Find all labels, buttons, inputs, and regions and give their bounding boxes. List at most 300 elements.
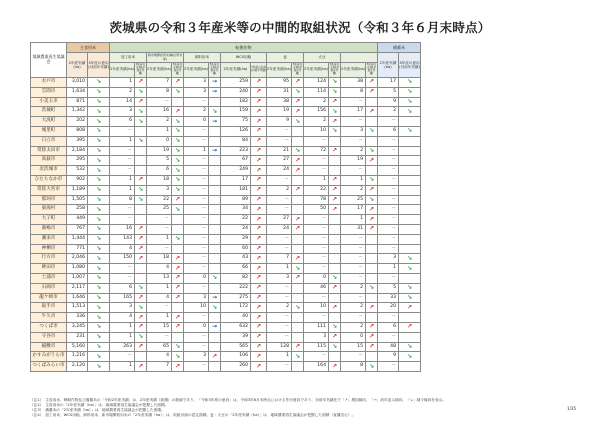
trend-up-icon: ↗ — [292, 215, 304, 225]
table-row — [31, 107, 421, 117]
row-area-name: かすみがうら市 — [31, 352, 67, 362]
trend-down-icon: ↘ — [88, 166, 110, 176]
trend-up-icon: ↗ — [251, 107, 267, 117]
table-cell: 1 — [110, 332, 135, 342]
trend-empty — [209, 332, 221, 342]
trend-up-icon: ↗ — [329, 283, 341, 293]
trend-empty — [292, 332, 304, 342]
trend-up-icon: ↗ — [251, 215, 267, 225]
table-row — [31, 156, 421, 166]
trend-up-icon: ↗ — [366, 156, 378, 166]
table-cell: 767 — [67, 224, 88, 234]
trend-up-icon: ↗ — [172, 195, 184, 205]
table-row — [31, 332, 421, 342]
table-cell: － — [378, 175, 399, 185]
row-area-name: 神栖市 — [31, 244, 67, 254]
status-table — [30, 42, 421, 372]
trend-down-icon: ↘ — [399, 97, 421, 107]
trend-empty — [172, 244, 184, 254]
trend-up-icon: ↗ — [251, 244, 267, 254]
row-area-name: 牛久市 — [31, 313, 67, 323]
trend-empty — [209, 264, 221, 274]
table-cell: 1 — [110, 322, 135, 332]
table-cell: 150 — [110, 254, 135, 264]
table-cell: 2 — [341, 283, 366, 293]
table-cell: 89 — [221, 195, 251, 205]
table-cell: 31 — [267, 87, 292, 97]
table-row — [31, 136, 421, 146]
row-area-name: 小美玉市 — [31, 97, 67, 107]
table-cell: 3 — [110, 303, 135, 313]
trend-up-icon: ↗ — [135, 293, 147, 303]
trend-empty — [329, 244, 341, 254]
trend-down-icon: ↘ — [88, 332, 110, 342]
table-cell: 8 — [147, 87, 172, 97]
trend-empty — [399, 156, 421, 166]
trend-down-icon: ↘ — [88, 97, 110, 107]
table-row — [31, 303, 421, 313]
trend-down-icon: ↘ — [88, 224, 110, 234]
trend-empty — [329, 215, 341, 225]
trend-empty — [172, 303, 184, 313]
table-cell: 1 — [147, 283, 172, 293]
trend-empty — [292, 313, 304, 323]
table-cell: 222 — [221, 283, 251, 293]
trend-empty — [135, 215, 147, 225]
conv-trend-header: 3年産の意向(対前年実績) — [366, 63, 378, 78]
table-cell: － — [184, 362, 209, 372]
conv-trend-header: 3年産の意向(対前年実績) — [292, 63, 304, 78]
table-cell: － — [184, 244, 209, 254]
table-cell: 15 — [341, 342, 366, 352]
table-cell: 21 — [267, 146, 292, 156]
crop-processing-header: 加工用米 — [110, 53, 147, 63]
table-cell: 449 — [67, 215, 88, 225]
table-cell: 156 — [304, 107, 329, 117]
table-cell: 2 — [267, 303, 292, 313]
table-cell: 17 — [378, 78, 399, 88]
table-cell: 7 — [147, 362, 172, 372]
trend-down-icon: ↘ — [366, 195, 378, 205]
table-cell: － — [110, 352, 135, 362]
table-cell: 1 — [147, 313, 172, 323]
conv-area-header: 2年産実績(ha) — [341, 63, 366, 78]
trend-down-icon: ↘ — [172, 352, 184, 362]
trend-up-icon: ↗ — [292, 97, 304, 107]
trend-up-icon: ↗ — [366, 322, 378, 332]
trend-down-icon: ↘ — [135, 332, 147, 342]
trend-flat-icon: → — [209, 146, 221, 156]
trend-down-icon: ↘ — [366, 126, 378, 136]
table-cell: 1 — [184, 146, 209, 156]
row-area-name: 城里町 — [31, 126, 67, 136]
trend-down-icon: ↘ — [292, 87, 304, 97]
table-cell: 2,120 — [67, 362, 88, 372]
table-cell: － — [341, 136, 366, 146]
table-cell: 14 — [110, 97, 135, 107]
row-area-name: 常陸大宮市 — [31, 185, 67, 195]
crop-soybean-header: 大豆 — [304, 53, 341, 63]
row-area-name: つくば市 — [31, 322, 67, 332]
trend-down-icon: ↘ — [88, 362, 110, 372]
trend-down-icon: ↘ — [399, 342, 421, 352]
trend-empty — [399, 224, 421, 234]
table-cell: 106 — [221, 352, 251, 362]
table-row — [31, 313, 421, 323]
trend-empty — [329, 313, 341, 323]
row-area-name: 土浦市 — [31, 273, 67, 283]
table-cell: 15 — [147, 322, 172, 332]
trend-down-icon: ↘ — [172, 146, 184, 156]
table-cell: 3 — [184, 78, 209, 88]
trend-up-icon: ↗ — [366, 205, 378, 215]
footnote: （注3） 備蓄米の「2年産実績（ha）」は、地域農業再生協議会が把握した面積。 — [30, 407, 165, 412]
table-cell: － — [110, 126, 135, 136]
trend-up-icon: ↗ — [329, 117, 341, 127]
trend-empty — [399, 205, 421, 215]
table-row — [31, 166, 421, 176]
table-cell: 3 — [378, 254, 399, 264]
trend-empty — [399, 244, 421, 254]
table-cell: － — [378, 117, 399, 127]
table-cell: 3 — [267, 273, 292, 283]
trend-down-icon: ↘ — [88, 254, 110, 264]
table-cell: 2,046 — [67, 254, 88, 264]
trend-up-icon: ↗ — [251, 195, 267, 205]
table-cell: 295 — [67, 156, 88, 166]
trend-up-icon: ↗ — [172, 293, 184, 303]
trend-empty — [209, 313, 221, 323]
table-cell: 5 — [147, 156, 172, 166]
table-cell: － — [110, 166, 135, 176]
table-cell: － — [304, 313, 329, 323]
trend-down-icon: ↘ — [366, 283, 378, 293]
table-cell: － — [267, 322, 292, 332]
trend-flat-icon: → — [209, 78, 221, 88]
table-cell: 24 — [221, 224, 251, 234]
table-cell: 6 — [378, 126, 399, 136]
table-cell: 111 — [304, 322, 329, 332]
main-trend-header: 3年産の意向(対前年実績) — [88, 53, 110, 78]
table-cell: － — [378, 166, 399, 176]
table-cell: － — [110, 146, 135, 156]
row-area-name: 茨城町 — [31, 107, 67, 117]
trend-up-icon: ↗ — [292, 342, 304, 352]
trend-empty — [399, 234, 421, 244]
table-cell: － — [184, 136, 209, 146]
conv-trend-header: 3年産の意向(対前年実績) — [172, 63, 184, 78]
trend-up-icon: ↗ — [292, 166, 304, 176]
table-cell: － — [378, 273, 399, 283]
trend-up-icon: ↗ — [135, 362, 147, 372]
table-cell: － — [378, 146, 399, 156]
trend-down-icon: ↘ — [329, 78, 341, 88]
trend-down-icon: ↘ — [172, 205, 184, 215]
trend-down-icon: ↘ — [399, 293, 421, 303]
table-row — [31, 146, 421, 156]
trend-down-icon: ↘ — [88, 78, 110, 88]
conv-area-header: 2年産実績(ha) — [184, 63, 209, 78]
trend-empty — [329, 293, 341, 303]
table-row — [31, 254, 421, 264]
table-cell: 259 — [221, 78, 251, 88]
trend-down-icon: ↘ — [399, 352, 421, 362]
trend-empty — [292, 283, 304, 293]
trend-empty — [399, 136, 421, 146]
row-area-name: 行方市 — [31, 254, 67, 264]
table-cell: － — [378, 136, 399, 146]
row-area-name: ひたちなか市 — [31, 175, 67, 185]
table-cell: 10 — [304, 126, 329, 136]
table-cell: 67 — [221, 156, 251, 166]
table-cell: 6 — [378, 322, 399, 332]
trend-down-icon: ↘ — [88, 195, 110, 205]
trend-empty — [135, 273, 147, 283]
trend-up-icon: ↗ — [172, 362, 184, 372]
table-cell: － — [267, 244, 292, 254]
table-row — [31, 215, 421, 225]
table-cell: 1 — [147, 234, 172, 244]
trend-down-icon: ↘ — [292, 264, 304, 274]
table-cell: 24 — [267, 166, 292, 176]
table-cell: 1 — [110, 185, 135, 195]
row-area-name: 龍ケ崎市 — [31, 293, 67, 303]
table-cell: 336 — [67, 313, 88, 323]
trend-down-icon: ↘ — [88, 126, 110, 136]
trend-up-icon: ↗ — [399, 322, 421, 332]
table-cell: 27 — [267, 215, 292, 225]
table-cell: 275 — [221, 293, 251, 303]
trend-down-icon: ↘ — [172, 175, 184, 185]
table-cell: － — [378, 234, 399, 244]
table-cell: 82 — [221, 273, 251, 283]
trend-up-icon: ↗ — [251, 156, 267, 166]
row-area-name: 大洗町 — [31, 117, 67, 127]
table-cell: 1 — [267, 352, 292, 362]
table-cell: 9 — [378, 97, 399, 107]
table-cell: － — [184, 224, 209, 234]
conv-area-header: 2年産実績(ha) — [147, 63, 172, 78]
table-row — [31, 293, 421, 303]
trend-up-icon: ↗ — [251, 303, 267, 313]
trend-down-icon: ↘ — [88, 146, 110, 156]
trend-down-icon: ↘ — [172, 156, 184, 166]
trend-up-icon: ↗ — [251, 352, 267, 362]
trend-empty — [135, 352, 147, 362]
row-area-name: 大子町 — [31, 215, 67, 225]
trend-up-icon: ↗ — [251, 185, 267, 195]
table-cell: 143 — [110, 234, 135, 244]
table-cell: 0 — [147, 136, 172, 146]
table-row — [31, 283, 421, 293]
table-cell: － — [184, 234, 209, 244]
trend-down-icon: ↘ — [88, 313, 110, 323]
footnote: （注1） 主食用米、戦略作物及び備蓄米の「令和2年産実績」は、2年産実績（面積）の数値であり、「令和3年産の意向」は、令和3年6月末時点における作付意向であり、対前年実績比で「↗」増加傾向、「→」前年並み傾向、「↘」減少傾向を表示。 — [30, 398, 447, 402]
trend-down-icon: ↘ — [209, 273, 221, 283]
table-cell: 17 — [341, 107, 366, 117]
table-cell: 5 — [378, 283, 399, 293]
row-area-name: つくばみらい市 — [31, 362, 67, 372]
table-cell: 7 — [267, 254, 292, 264]
trend-up-icon: ↗ — [172, 264, 184, 274]
table-cell: 72 — [304, 146, 329, 156]
table-cell: 1 — [341, 175, 366, 185]
trend-down-icon: ↘ — [88, 156, 110, 166]
row-area-name: 鹿嶋市 — [31, 224, 67, 234]
crop-feed-header: 飼料用米 — [184, 53, 221, 63]
table-cell: 2 — [341, 322, 366, 332]
trend-empty — [399, 195, 421, 205]
trend-empty — [209, 185, 221, 195]
trend-up-icon: ↗ — [135, 322, 147, 332]
trend-empty — [135, 156, 147, 166]
trend-empty — [399, 146, 421, 156]
trend-down-icon: ↘ — [88, 107, 110, 117]
trend-up-icon: ↗ — [292, 78, 304, 88]
trend-down-icon: ↘ — [292, 117, 304, 127]
trend-down-icon: ↘ — [135, 136, 147, 146]
table-cell: － — [341, 254, 366, 264]
trend-down-icon: ↘ — [135, 303, 147, 313]
table-cell: 1,007 — [67, 273, 88, 283]
trend-empty — [135, 166, 147, 176]
table-cell: 202 — [67, 117, 88, 127]
table-cell: 1,646 — [67, 293, 88, 303]
trend-empty — [292, 234, 304, 244]
trend-up-icon: ↗ — [135, 254, 147, 264]
table-cell: 1 — [110, 136, 135, 146]
table-cell: 124 — [304, 78, 329, 88]
trend-empty — [366, 244, 378, 254]
table-cell: 395 — [67, 136, 88, 146]
trend-down-icon: ↘ — [135, 195, 147, 205]
area-header: 地域農業再生協議会 — [31, 43, 67, 78]
trend-down-icon: ↘ — [135, 87, 147, 97]
trend-down-icon: ↘ — [209, 107, 221, 117]
trend-up-icon: ↗ — [251, 342, 267, 352]
trend-empty — [399, 166, 421, 176]
table-cell: － — [341, 97, 366, 107]
table-cell: 10 — [184, 303, 209, 313]
table-cell: 3 — [147, 185, 172, 195]
table-cell: 532 — [67, 166, 88, 176]
trend-up-icon: ↗ — [135, 175, 147, 185]
trend-down-icon: ↘ — [172, 126, 184, 136]
table-cell: 223 — [221, 146, 251, 156]
table-cell: － — [267, 234, 292, 244]
table-cell: － — [184, 126, 209, 136]
table-cell: － — [378, 332, 399, 342]
table-cell: － — [341, 352, 366, 362]
trend-up-icon: ↗ — [209, 352, 221, 362]
table-cell: － — [267, 293, 292, 303]
table-cell: － — [341, 117, 366, 127]
row-area-name: 守谷市 — [31, 332, 67, 342]
table-cell: 16 — [147, 107, 172, 117]
row-area-name: 東海村 — [31, 205, 67, 215]
table-cell: 126 — [221, 126, 251, 136]
table-cell: 95 — [267, 78, 292, 88]
table-cell: 1 — [110, 78, 135, 88]
table-row — [31, 87, 421, 97]
table-cell: 4 — [110, 313, 135, 323]
conv-area-header: 2年産実績(ha) — [110, 63, 135, 78]
table-cell: － — [184, 175, 209, 185]
table-cell: 3 — [341, 126, 366, 136]
table-cell: 3 — [184, 293, 209, 303]
trend-empty — [292, 244, 304, 254]
table-cell: 19 — [341, 156, 366, 166]
table-cell: － — [304, 166, 329, 176]
trend-empty — [209, 254, 221, 264]
trend-empty — [135, 264, 147, 274]
trend-up-icon: ↗ — [251, 146, 267, 156]
crop-export-header: 新市場開拓用米(輸出用米等) — [147, 53, 183, 61]
table-row — [31, 195, 421, 205]
trend-down-icon: ↘ — [329, 87, 341, 97]
trend-down-icon: ↘ — [172, 185, 184, 195]
trend-down-icon: ↘ — [88, 175, 110, 185]
trend-empty — [209, 97, 221, 107]
trend-up-icon: ↗ — [172, 313, 184, 323]
trend-down-icon: ↘ — [88, 273, 110, 283]
table-cell: 565 — [221, 342, 251, 352]
trend-empty — [366, 234, 378, 244]
table-cell: 2 — [341, 146, 366, 156]
trend-empty — [366, 293, 378, 303]
table-cell: 902 — [67, 175, 88, 185]
trend-up-icon: ↗ — [329, 185, 341, 195]
trend-down-icon: ↘ — [88, 117, 110, 127]
trend-down-icon: ↘ — [88, 303, 110, 313]
row-area-name: 那珂市 — [31, 195, 67, 205]
trend-down-icon: ↘ — [172, 166, 184, 176]
trend-down-icon: ↘ — [172, 136, 184, 146]
trend-up-icon: ↗ — [172, 283, 184, 293]
trend-up-icon: ↗ — [172, 107, 184, 117]
table-cell: 3,245 — [67, 322, 88, 332]
table-cell: 50 — [304, 205, 329, 215]
table-cell: 2 — [184, 107, 209, 117]
table-cell: 1,444 — [67, 234, 88, 244]
table-cell: － — [110, 273, 135, 283]
table-cell: 2,184 — [67, 146, 88, 156]
trend-up-icon: ↗ — [251, 78, 267, 88]
trend-up-icon: ↗ — [251, 264, 267, 274]
trend-empty — [366, 117, 378, 127]
table-cell: 0 — [184, 273, 209, 283]
trend-down-icon: ↘ — [88, 185, 110, 195]
table-row — [31, 224, 421, 234]
row-area-name: 北茨城市 — [31, 166, 67, 176]
trend-down-icon: ↘ — [399, 78, 421, 88]
table-cell: － — [147, 224, 172, 234]
table-cell: － — [304, 254, 329, 264]
table-cell: 10 — [304, 303, 329, 313]
table-row — [31, 78, 421, 88]
table-cell: － — [304, 293, 329, 303]
trend-empty — [329, 136, 341, 146]
trend-down-icon: ↘ — [172, 87, 184, 97]
table-cell: 25 — [341, 195, 366, 205]
trend-up-icon: ↗ — [292, 273, 304, 283]
table-row — [31, 126, 421, 136]
table-cell: 2 — [147, 117, 172, 127]
table-cell: － — [147, 215, 172, 225]
trend-empty — [329, 166, 341, 176]
table-row — [31, 342, 421, 352]
trend-up-icon: ↗ — [329, 97, 341, 107]
